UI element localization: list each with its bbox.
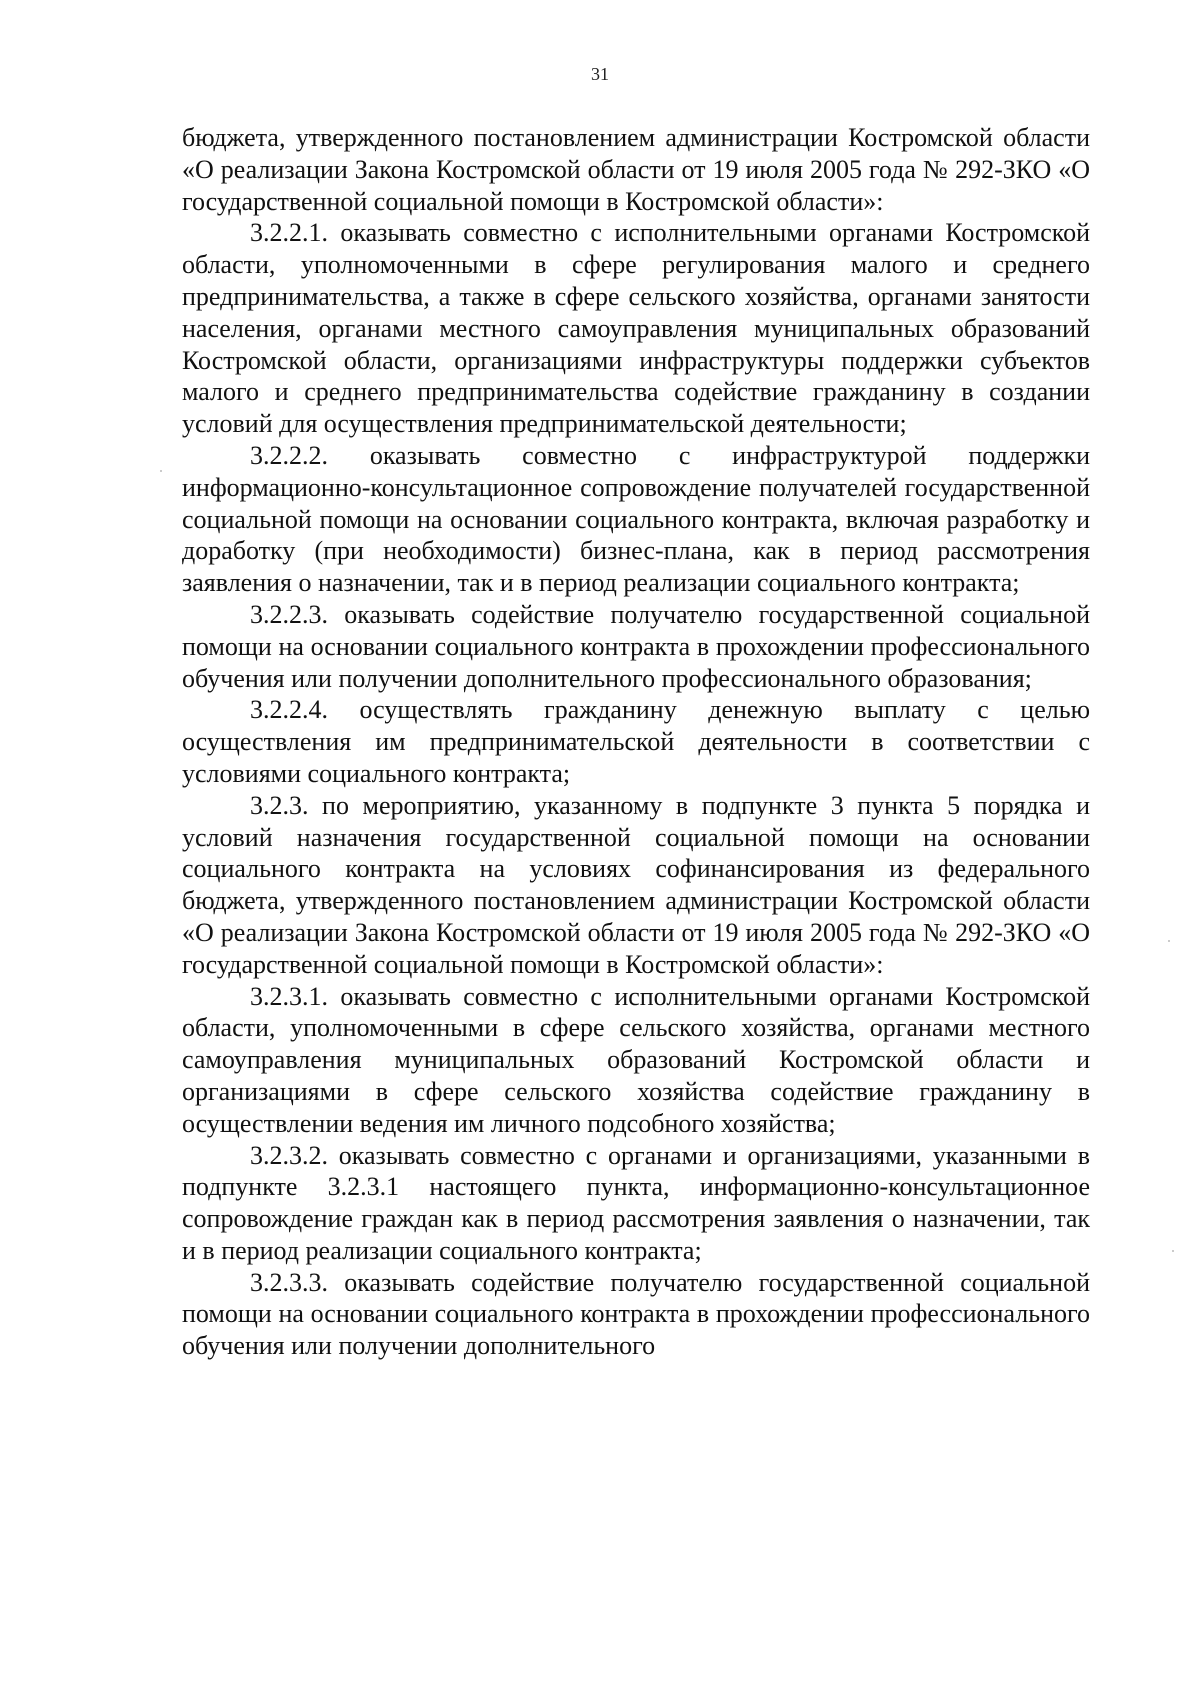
paragraph-3-2-3: 3.2.3. по мероприятию, указанному в подпункте 3 пункта 5 порядка и условий назначения государственной социальной помощи на основании социального контракта на условиях софинансирования из федерального бюджета, утвержденного постановлением администрации Костромской области «О реализации Закона Костромской области от 19 июля 2005 года № 292-ЗКО «О государственной социальной помощи в Костромской области»:: [182, 790, 1090, 979]
document-body: [182, 122, 1090, 1362]
paragraph-continuation: бюджета, утвержденного постановлением администрации Костромской области «О реализации Закона Костромской области от 19 июля 2005 года № 292-ЗКО «О государственной социальной помощи в Костромской области»:: [182, 123, 1090, 216]
paragraph-3-2-2-1: 3.2.2.1. оказывать совместно с исполнительными органами Костромской области, уполномоченными в сфере регулирования малого и среднего предпринимательства, а также в сфере сельского хозяйства, органами занятости населения, органами местного самоуправления муниципальных образований Костромской области, организациями инфраструктуры поддержки субъектов малого и среднего предпринимательства содействие гражданину в создании условий для осуществления предпринимательской деятельности;: [182, 218, 1090, 439]
paragraph-3-2-3-1: 3.2.3.1. оказывать совместно с исполнительными органами Костромской области, уполномоченными в сфере сельского хозяйства, органами местного самоуправления муниципальных образований Костромской области и организациями в сфере сельского хозяйства содействие гражданину в осуществлении ведения им личного подсобного хозяйства;: [182, 981, 1090, 1138]
paragraph-3-2-2-4: 3.2.2.4. осуществлять гражданину денежную выплату с целью осуществления им предпринимательской деятельности в соответствии с условиями социального контракта;: [182, 695, 1090, 788]
scan-speck: [1168, 940, 1170, 942]
paragraph-3-2-2-3: 3.2.2.3. оказывать содействие получателю государственной социальной помощи на основании социального контракта в прохождении профессионального обучения или получении дополнительного профессионального образования;: [182, 599, 1090, 693]
scan-speck: [1172, 1250, 1174, 1252]
page-number: 31: [591, 64, 609, 84]
paragraph-3-2-3-2: 3.2.3.2. оказывать совместно с органами и организациями, указанными в подпункте 3.2.3.1 настоящего пункта, информационно-консультационное сопровождение граждан как в период рассмотрения заявления о назначении, так и в период реализации социального контракта;: [182, 1140, 1090, 1265]
paragraph-3-2-2-2: 3.2.2.2. оказывать совместно с инфраструктурой поддержки информационно-консультационное сопровождение получателей государственной социальной помощи на основании социального контракта, включая разработку и доработку (при необходимости) бизнес-плана, как в период рассмотрения заявления о назначении, так и в период реализации социального контракта;: [182, 440, 1090, 598]
paragraph-3-2-3-3: 3.2.3.3. оказывать содействие получателю государственной социальной помощи на основании социального контракта в прохождении профессионального обучения или получении дополнительного: [182, 1267, 1090, 1361]
scan-speck: [160, 470, 162, 472]
